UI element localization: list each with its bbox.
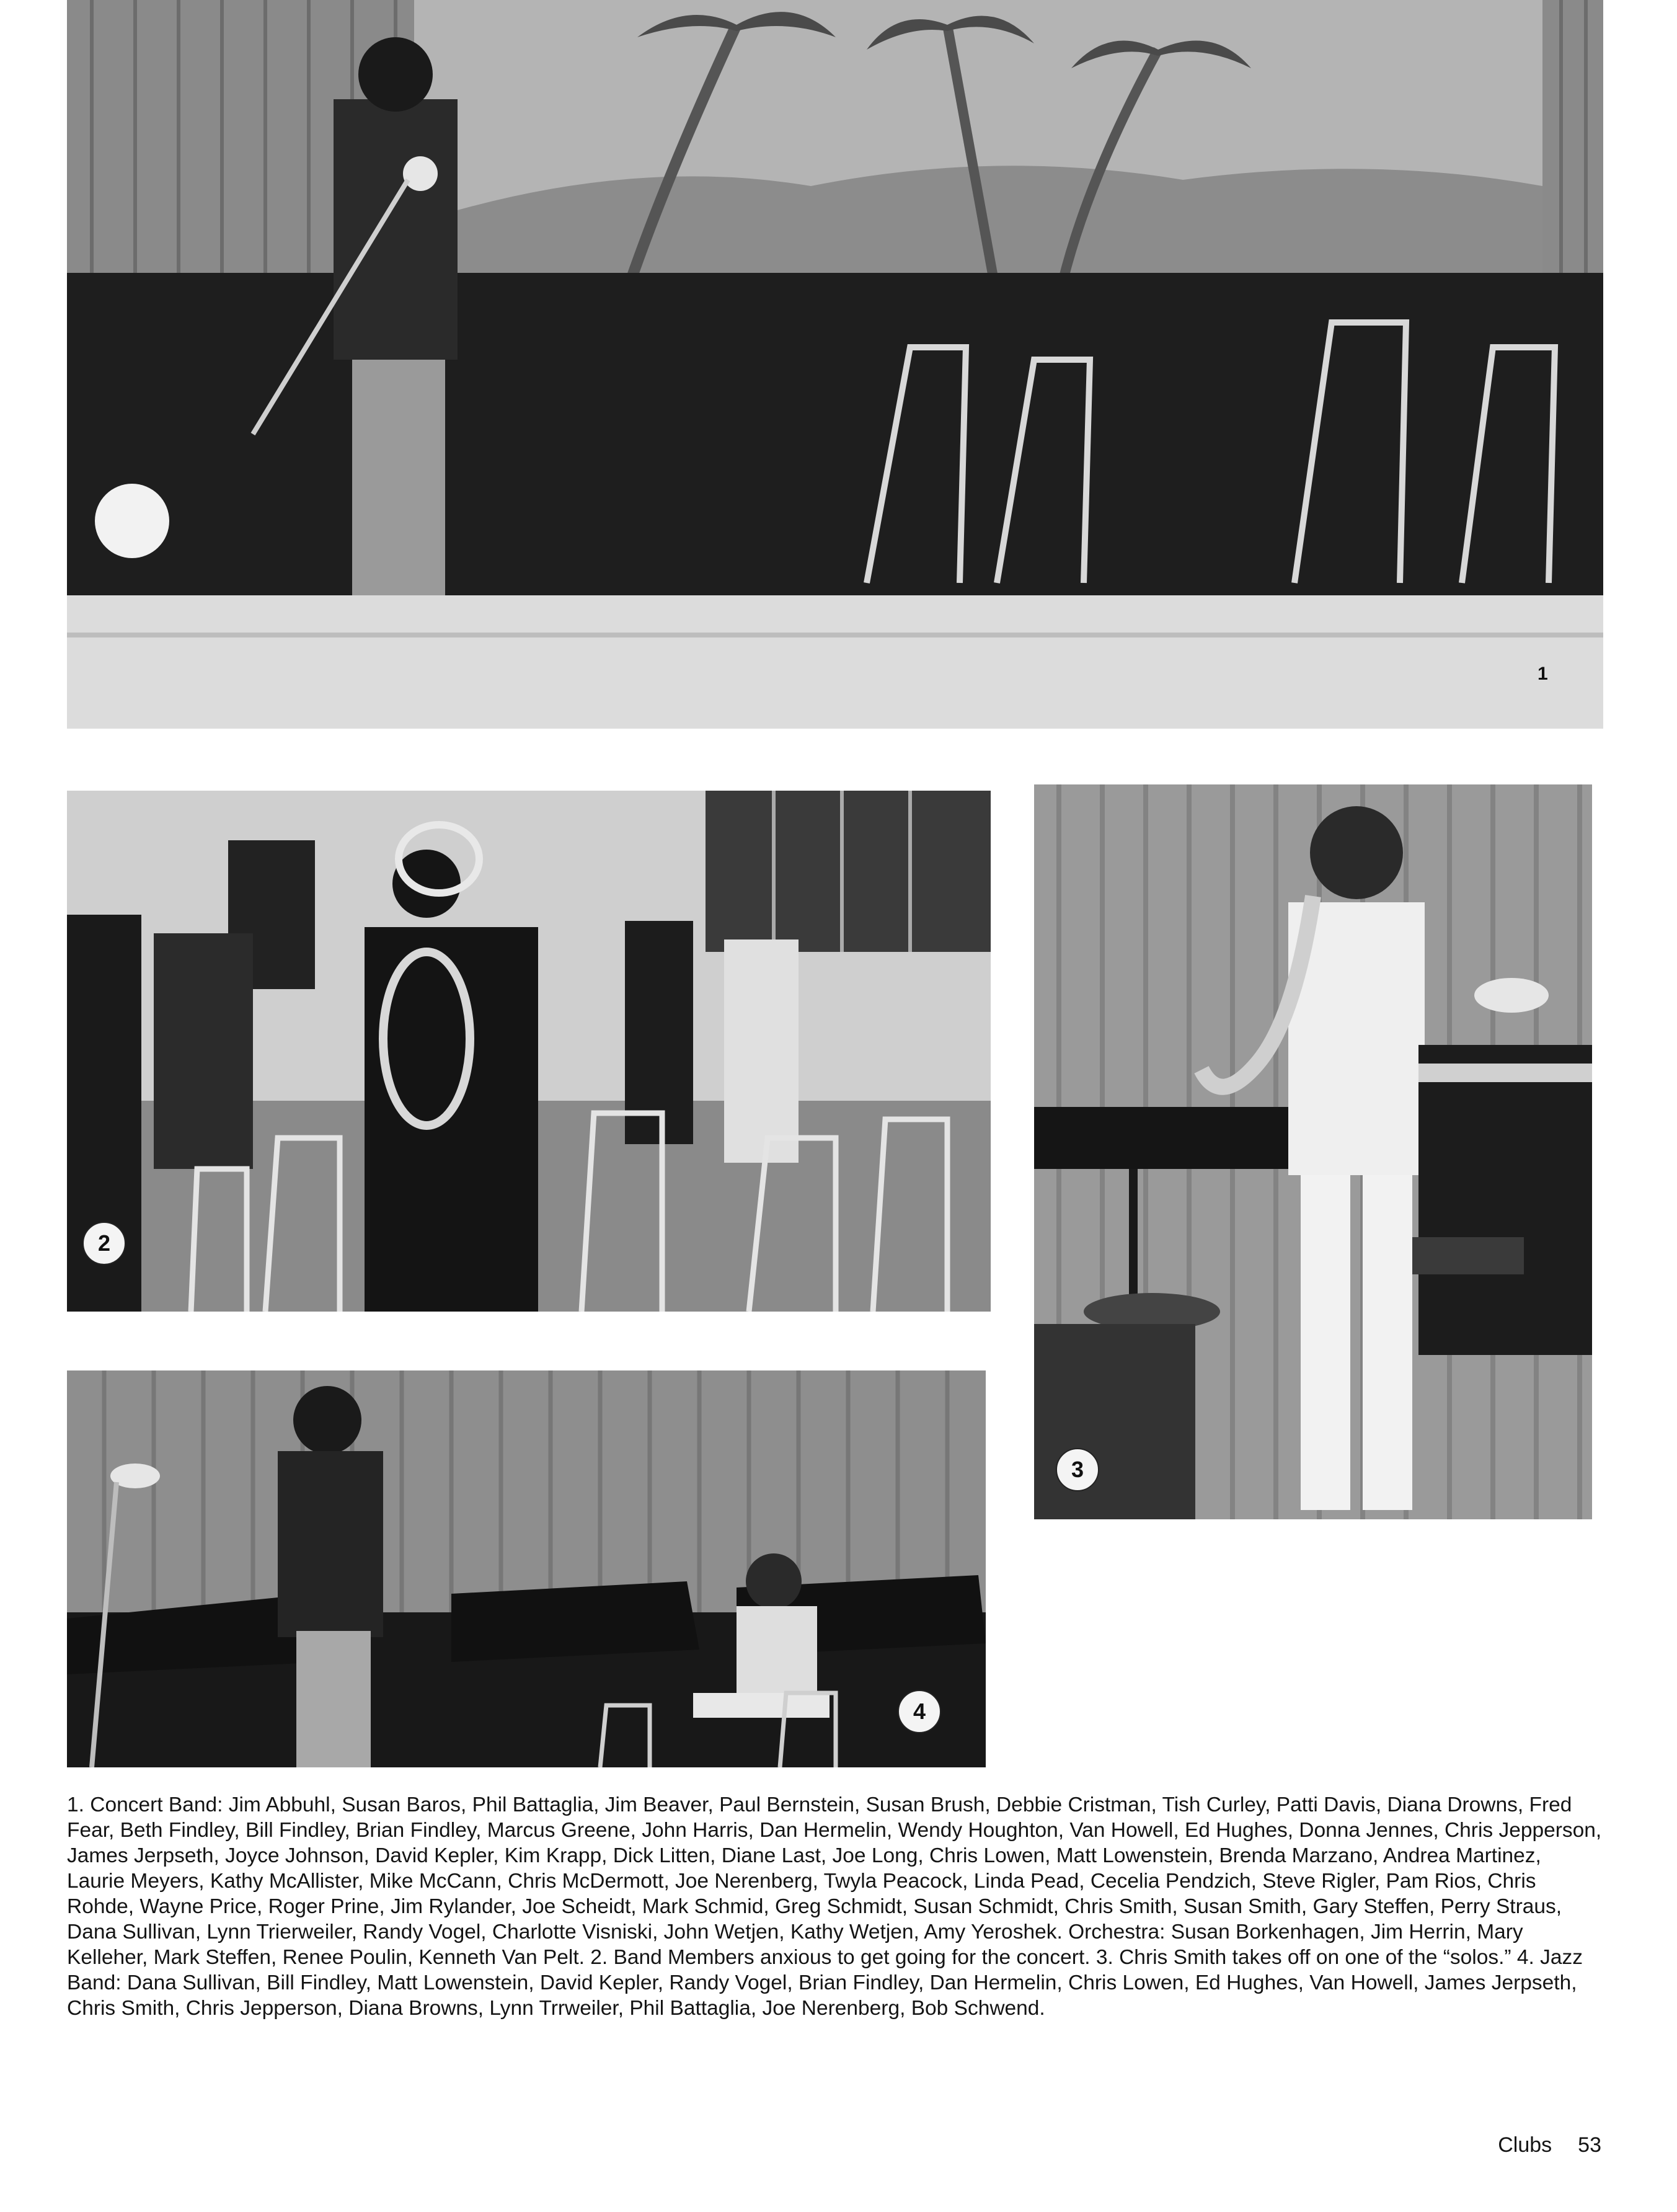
photo-jazz-band <box>67 1370 986 1767</box>
photo-4-badge: 4 <box>898 1690 941 1733</box>
photo-jazz-band-image <box>67 1370 986 1767</box>
page-footer <box>1498 2133 1601 2157</box>
section-name: Clubs <box>1498 2133 1552 2157</box>
page-number: 53 <box>1578 2133 1601 2157</box>
photo-1-number: 1 <box>1538 664 1548 684</box>
photo-saxophone-solo-image <box>1034 784 1592 1519</box>
photo-caption: 1. Concert Band: Jim Abbuhl, Susan Baros, Phil Battaglia, Jim Beaver, Paul Bernstein, Susan Brush, Debbie Cristman, Tish Curley, Patti Davis, Diana Drowns, Fred Fear, Beth Findley, Bill Findley, Brian Findley, Marcus Greene, John Harris, Dan Hermelin, Wendy Houghton, Van Howell, Ed Hughes, Donna Jennes, Chris Jepperson, James Jerpseth, Joyce Johnson, David Kepler, Kim Krapp, Dick Litten, Diane Last, Joe Long, Chris Lowen, Matt Lowenstein, Brenda Marzano, Andrea Martinez, Laurie Meyers, Kathy McAllister, Mike McCann, Chris McDermott, Joe Nerenberg, Twyla Peacock, Linda Pead, Cecelia Pendzich, Steve Rigler, Pam Rios, Chris Rohde, Wayne Price, Roger Prine, Jim Rylander, Joe Scheidt, Mark Schmid, Greg Schmidt, Susan Schmidt, Chris Smith, Susan Smith, Gary Steffen, Perry Straus, Dana Sullivan, Lynn Trierweiler, Randy Vogel, Charlotte Visniski, John Wetjen, Kathy Wetjen, Amy Yeroshek. Orchestra: Susan Borkenhagen, Jim Herrin, Mary Kelleher, Mark Steffen, Renee Poulin, Kenneth Van Pelt. 2. Band Members anxious to get going for the concert. 3. Chris Smith takes off on one of the “solos.” 4. Jazz Band: Dana Sullivan, Bill Findley, Matt Lowenstein, David Kepler, Randy Vogel, Brian Findley, Dan Hermelin, Chris Lowen, Ed Hughes, Van Howell, James Jerpseth, Chris Smith, Chris Jepperson, Diana Browns, Lynn Trrweiler, Phil Battaglia, Joe Nerenberg, Bob Schwend. <box>67 1793 1602 2020</box>
photo-band-members <box>67 791 991 1312</box>
photo-3-badge: 3 <box>1056 1448 1099 1491</box>
photo-concert-band-image <box>67 0 1603 729</box>
photo-saxophone-solo <box>1034 784 1592 1519</box>
photo-concert-band-stage <box>67 0 1603 729</box>
photo-2-badge: 2 <box>82 1222 126 1265</box>
photo-band-members-image <box>67 791 991 1312</box>
